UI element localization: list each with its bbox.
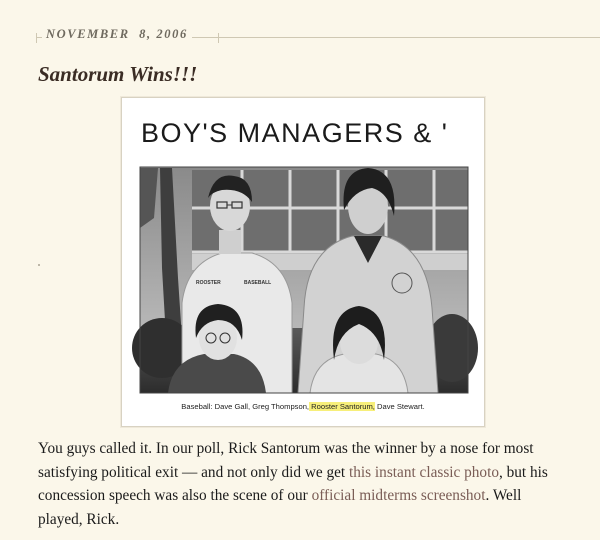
photo-caption [122,402,484,411]
body-text-1: You guys called it. In our poll, Rick Santorum was the winner by a nose for most satisfying political exit — and not only did we get [38,440,534,481]
post-date: NOVEMBER 8, 2006 [42,27,192,42]
shirt-text-baseball: BASEBALL [244,280,272,286]
post-body [38,437,568,531]
photo-heading: BOY'S MANAGERS & ' [141,118,449,148]
date-divider-tick-right [218,33,219,43]
link-official-midterms-screenshot[interactable]: official midterms screenshot [311,487,486,504]
yearbook-photo [121,97,485,427]
caption-names: Baseball: Dave Gall, Greg Thompson, [181,402,310,411]
caption-names-end: Dave Stewart. [374,402,425,411]
link-instant-classic-photo[interactable]: this instant classic photo [349,463,499,481]
caption-highlighted-name: Rooster Santorum, [309,402,375,411]
date-divider-tick-left [36,33,37,43]
body-text-2: , but his concession speech was also the scene of our [38,463,548,504]
post-title[interactable]: Santorum Wins!!! [38,62,198,86]
decorative-dot [38,264,40,266]
shirt-text-rooster: ROOSTER [196,280,221,286]
body-text-3: . Well played, Rick. [38,487,522,528]
